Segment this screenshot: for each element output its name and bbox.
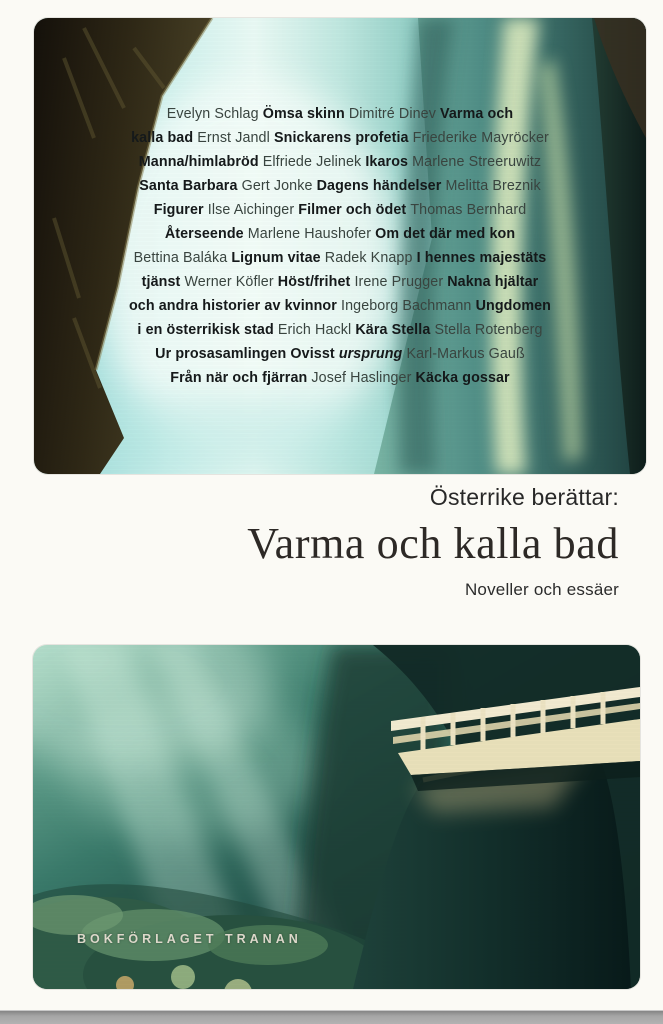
story-title-text: Käcka gossar — [415, 370, 510, 386]
book-list-line — [60, 198, 620, 222]
book-list-line — [60, 222, 620, 246]
author-name-text: Irene Prugger — [354, 274, 448, 290]
author-name-text: Ilse Aichinger — [207, 202, 299, 218]
story-title-text: Filmer och ödet — [298, 202, 411, 218]
publisher-name: BOKFÖRLAGET TRANAN — [77, 932, 302, 946]
book-title: Varma och kalla bad — [247, 519, 619, 568]
story-title-text: Manna/himlabröd — [138, 154, 263, 170]
story-title-text: Snickarens profetia — [273, 130, 413, 146]
story-title-text: Höst/frihet — [277, 274, 355, 290]
series-title: Österrike berättar: — [429, 484, 619, 510]
book-list-line — [60, 342, 620, 366]
story-title-text: Figurer — [153, 202, 208, 218]
author-name-text: Ernst Jandl — [197, 130, 274, 146]
book-list-line — [60, 294, 620, 318]
author-name-text: Josef Haslinger — [311, 370, 416, 386]
book-list-line — [60, 246, 620, 270]
author-name-text: Evelyn Schlag — [166, 106, 263, 122]
author-name-text: Erich Hackl — [277, 322, 356, 338]
author-name-text: Dimitré Dinev — [348, 106, 441, 122]
author-name-text: Karl-Markus Gauß — [406, 346, 525, 362]
author-name-text: Melitta Breznik — [445, 178, 541, 194]
author-name-text: Thomas Bernhard — [410, 202, 527, 218]
story-title-text: Kära Stella — [355, 322, 435, 338]
author-name-text: Radek Knapp — [324, 250, 417, 266]
bottom-gorge-photo — [33, 645, 640, 989]
top-gorge-photo — [34, 18, 646, 474]
story-title-text: tjänst — [141, 274, 185, 290]
story-title-text: Dagens händelser — [316, 178, 446, 194]
story-title-text: Santa Barbara — [139, 178, 242, 194]
story-title-text: Ikaros — [365, 154, 413, 170]
book-list-line — [60, 102, 620, 126]
story-title-text: Varma och — [440, 106, 514, 122]
book-list — [60, 102, 620, 390]
title-block — [247, 484, 619, 600]
story-title-text: ursprung — [338, 346, 407, 362]
story-title-text: kalla bad — [131, 130, 198, 146]
book-list-line — [60, 318, 620, 342]
author-name-text: Marlene Streeruwitz — [412, 154, 542, 170]
story-title-text: Ur prosasamlingen Ovisst — [155, 346, 339, 362]
book-subtitle: Noveller och essäer — [464, 580, 619, 599]
story-title-text: i en österrikisk stad — [137, 322, 278, 338]
story-title-text: Om det där med kon — [375, 226, 516, 242]
story-title-text: och andra historier av kvinnor — [128, 298, 342, 314]
story-title-text: Ömsa skinn — [262, 106, 349, 122]
author-name-text: Gert Jonke — [241, 178, 317, 194]
author-name-text: Stella Rotenberg — [434, 322, 543, 338]
author-name-text: Ingeborg Bachmann — [341, 298, 476, 314]
book-list-line — [60, 270, 620, 294]
scan-edge-strip — [0, 1010, 663, 1024]
story-title-text: I hennes majestäts — [416, 250, 547, 266]
book-list-line — [60, 174, 620, 198]
book-list-line — [60, 150, 620, 174]
author-name-text: Werner Köfler — [184, 274, 278, 290]
author-name-text: Friederike Mayröcker — [412, 130, 549, 146]
story-title-text: Nakna hjältar — [447, 274, 539, 290]
author-name-text: Marlene Haushofer — [247, 226, 376, 242]
story-title-text: Från när och fjärran — [170, 370, 312, 386]
book-list-line — [60, 366, 620, 390]
story-title-text: Ungdomen — [475, 298, 552, 314]
author-name-text: Elfriede Jelinek — [262, 154, 366, 170]
story-title-text: Återseende — [164, 226, 248, 242]
author-name-text: Bettina Baláka — [133, 250, 232, 266]
book-list-line — [60, 126, 620, 150]
story-title-text: Lignum vitae — [231, 250, 325, 266]
